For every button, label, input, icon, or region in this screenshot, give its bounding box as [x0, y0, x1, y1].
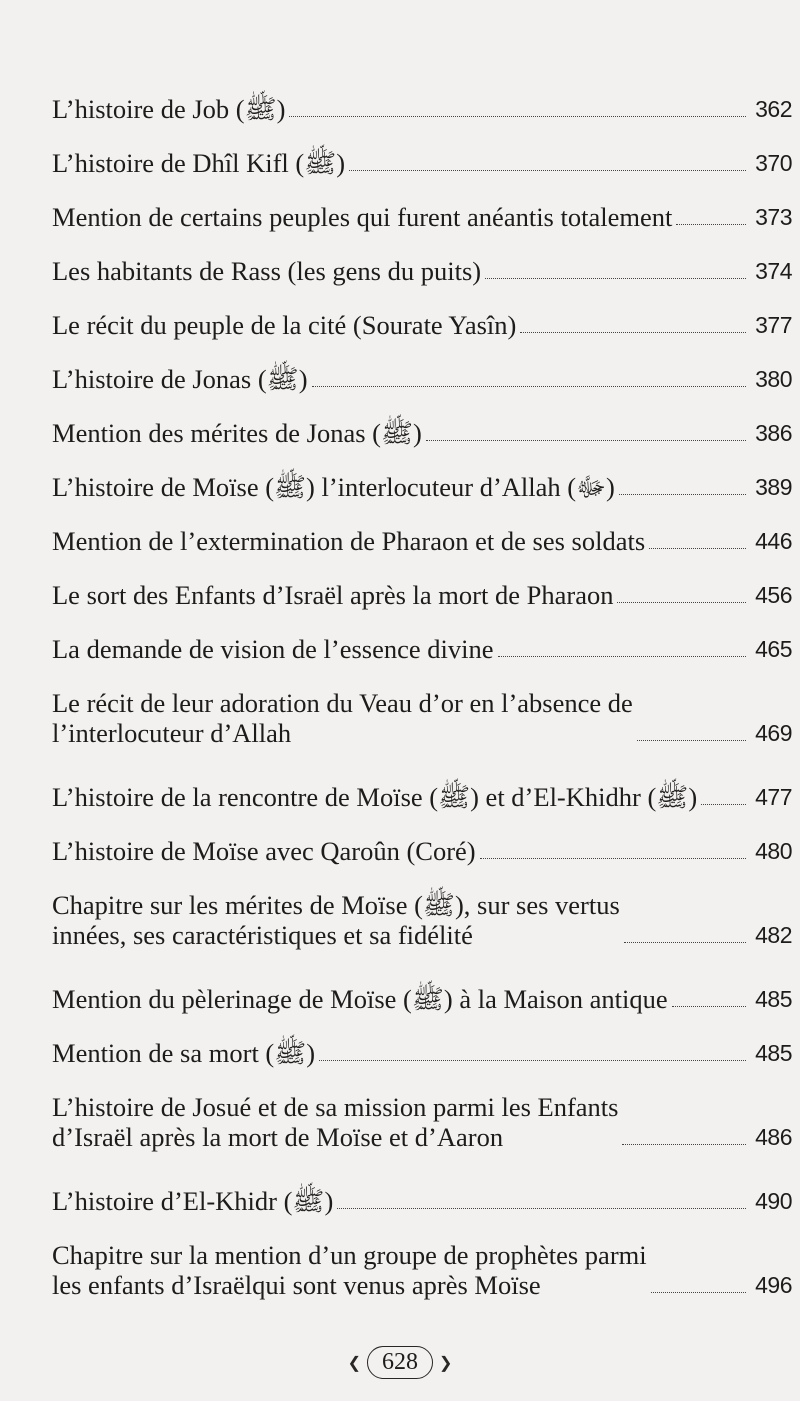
dot-leader — [289, 115, 746, 117]
toc-entry-page: 482 — [755, 922, 792, 948]
toc-entry-title-line: L’histoire de Jonas (ﷺ) — [52, 364, 308, 394]
toc-entry — [52, 664, 792, 748]
toc-entry-page: 362 — [755, 96, 792, 122]
dot-leader — [637, 739, 746, 741]
toc-entry-page: 486 — [755, 1124, 792, 1150]
toc-entry-title-line: Mention des mérites de Jonas (ﷺ) — [52, 418, 422, 448]
dot-leader — [622, 1143, 746, 1145]
toc-entry-page: 469 — [755, 720, 792, 746]
dot-leader — [672, 1005, 746, 1007]
toc-entry-title-line: Chapitre sur la mention d’un groupe de prophètes parmi — [52, 1240, 647, 1270]
toc-entry-title — [52, 580, 613, 610]
toc-entry — [52, 124, 792, 178]
toc-entry — [52, 286, 792, 340]
toc-entry-title — [52, 418, 422, 448]
ornament-left-icon: ❮ — [347, 1354, 361, 1372]
toc-entry — [52, 1216, 792, 1300]
dot-leader — [312, 385, 746, 387]
toc-entry — [52, 1014, 792, 1068]
dot-leader — [619, 493, 746, 495]
toc-entry — [52, 1162, 792, 1216]
toc-entry — [52, 758, 792, 812]
dot-leader — [520, 331, 746, 333]
toc-entry-page: 465 — [755, 636, 792, 662]
toc-entry-title — [52, 364, 308, 394]
toc-entry-page: 374 — [755, 258, 792, 284]
toc-entry-page: 490 — [755, 1188, 792, 1214]
toc-entry-page: 389 — [755, 474, 792, 500]
toc-entry-title — [52, 1186, 333, 1216]
toc-entry — [52, 70, 792, 124]
toc-entry-title — [52, 148, 345, 178]
toc-entry-title — [52, 890, 620, 950]
toc-entry-title-line: Chapitre sur les mérites de Moïse (ﷺ), sur ses vertus — [52, 890, 620, 920]
toc-entry — [52, 960, 792, 1014]
toc-entry-title — [52, 94, 285, 124]
toc-entry-page: 370 — [755, 150, 792, 176]
dot-leader — [651, 1291, 746, 1293]
toc-entry-page: 485 — [755, 1040, 792, 1066]
toc-entry — [52, 178, 792, 232]
toc-entry-title-line: L’histoire de Job (ﷺ) — [52, 94, 286, 124]
toc-entry-title — [52, 836, 476, 866]
toc-entry-title — [52, 688, 633, 748]
toc-entry — [52, 866, 792, 950]
table-of-contents — [52, 70, 792, 1310]
dot-leader — [349, 169, 746, 171]
toc-entry-page: 380 — [755, 366, 792, 392]
toc-entry — [52, 232, 792, 286]
toc-entry-title-line: L’histoire de Dhîl Kifl (ﷺ) — [52, 148, 346, 178]
toc-entry-title-line: Le récit du peuple de la cité (Sourate Yasîn) — [52, 310, 517, 340]
toc-entry-page: 456 — [755, 582, 792, 608]
toc-entry-title — [52, 984, 668, 1014]
toc-entry-title — [52, 782, 697, 812]
toc-entry-title — [52, 310, 516, 340]
toc-entry-title — [52, 1038, 315, 1068]
page-number: 628 — [367, 1346, 433, 1379]
toc-entry-title-line: Mention du pèlerinage de Moïse (ﷺ) à la Maison antique — [52, 984, 668, 1014]
toc-entry-page: 480 — [755, 838, 792, 864]
toc-entry-page: 373 — [755, 204, 792, 230]
toc-entry-page: 446 — [755, 528, 792, 554]
toc-entry-title-line: L’histoire de Moïse (ﷺ) l’interlocuteur d’Allah (ﷻ) — [52, 472, 615, 502]
dot-leader — [485, 277, 746, 279]
page-number-footer — [0, 1346, 800, 1379]
toc-entry-title — [52, 472, 615, 502]
toc-entry-title — [52, 526, 645, 556]
dot-leader — [426, 439, 746, 441]
toc-entry-title-line: L’histoire de la rencontre de Moïse (ﷺ) et d’El-Khidhr (ﷺ) — [52, 782, 698, 812]
toc-entry-title-line: Mention de l’extermination de Pharaon et de ses soldats — [52, 526, 646, 556]
dot-leader — [319, 1059, 746, 1061]
toc-entry-title-line: Mention de certains peuples qui furent anéantis totalement — [52, 202, 673, 232]
toc-entry-title-line: les enfants d’Israëlqui sont venus après Moïse — [52, 1270, 541, 1300]
toc-entry — [52, 502, 792, 556]
dot-leader — [649, 547, 746, 549]
toc-entry-page: 477 — [755, 784, 792, 810]
dot-leader — [337, 1207, 746, 1209]
toc-entry-title-line: Les habitants de Rass (les gens du puits) — [52, 256, 482, 286]
toc-entry-page: 485 — [755, 986, 792, 1012]
page-number-frame — [348, 1346, 453, 1379]
toc-entry-title — [52, 634, 494, 664]
toc-entry-title-line: L’histoire de Moïse avec Qaroûn (Coré) — [52, 836, 476, 866]
toc-entry-title-line: La demande de vision de l’essence divine — [52, 634, 494, 664]
toc-entry-title-line: d’Israël après la mort de Moïse et d’Aaron — [52, 1122, 504, 1152]
toc-entry-title-line: Le récit de leur adoration du Veau d’or en l’absence de — [52, 688, 633, 718]
toc-entry-title-line: L’histoire d’El-Khidr (ﷺ) — [52, 1186, 334, 1216]
toc-entry-title-line: Mention de sa mort (ﷺ) — [52, 1038, 316, 1068]
toc-entry-title — [52, 1092, 618, 1152]
ornament-right-icon: ❯ — [439, 1354, 453, 1372]
toc-entry — [52, 556, 792, 610]
toc-entry — [52, 394, 792, 448]
toc-entry — [52, 448, 792, 502]
toc-entry-title-line: innées, ses caractéristiques et sa fidélité — [52, 920, 473, 950]
dot-leader — [480, 857, 746, 859]
toc-entry-page: 496 — [755, 1272, 792, 1298]
toc-entry-page: 377 — [755, 312, 792, 338]
dot-leader — [498, 655, 746, 657]
toc-entry-title — [52, 202, 672, 232]
dot-leader — [624, 941, 746, 943]
dot-leader — [617, 601, 746, 603]
toc-entry-title — [52, 256, 481, 286]
toc-entry — [52, 610, 792, 664]
dot-leader — [676, 223, 746, 225]
toc-entry-page: 386 — [755, 420, 792, 446]
toc-entry-title-line: L’histoire de Josué et de sa mission parmi les Enfants — [52, 1092, 619, 1122]
toc-entry — [52, 812, 792, 866]
toc-entry — [52, 340, 792, 394]
toc-entry-title-line: Le sort des Enfants d’Israël après la mort de Pharaon — [52, 580, 614, 610]
toc-entry-title-line: l’interlocuteur d’Allah — [52, 718, 292, 748]
toc-entry-title — [52, 1240, 647, 1300]
dot-leader — [701, 803, 746, 805]
toc-entry — [52, 1068, 792, 1152]
